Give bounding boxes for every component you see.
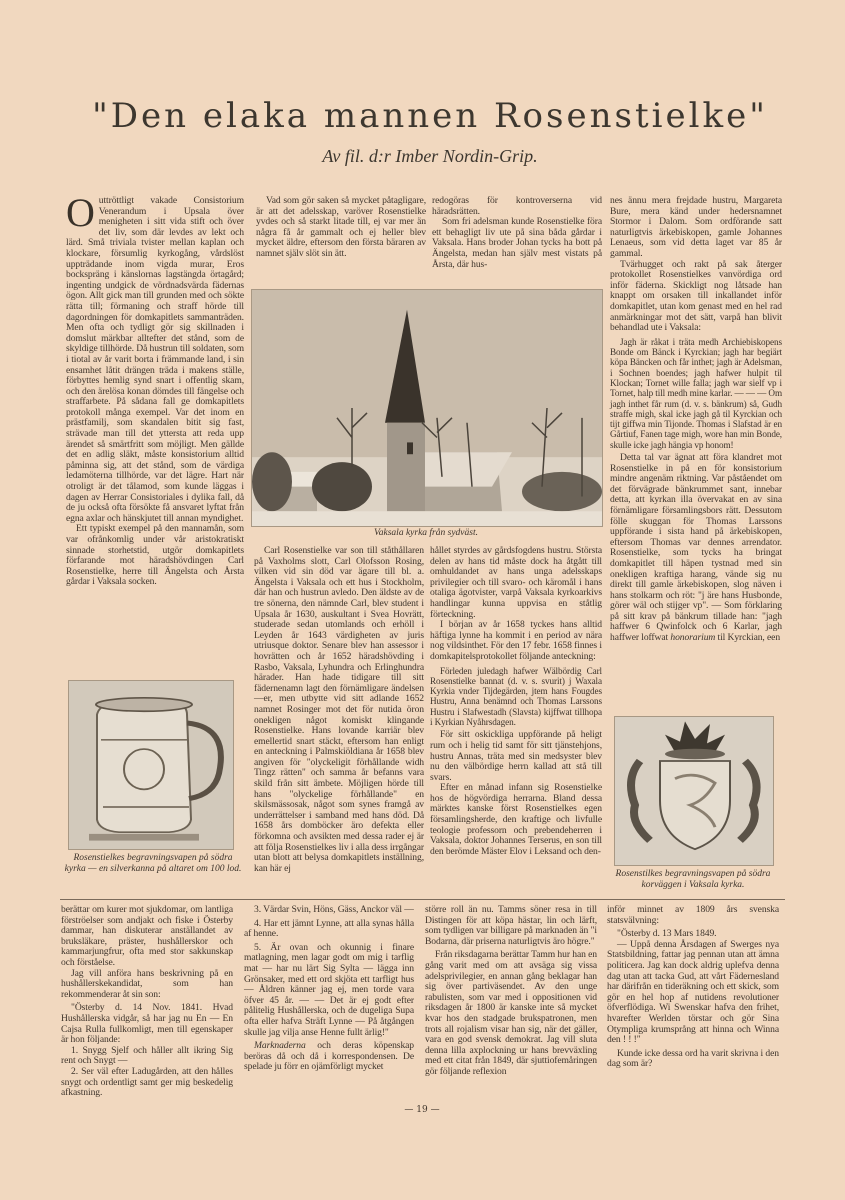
- marknaderna-italic: Marknaderna: [254, 1040, 306, 1052]
- coat-of-arms-image: [615, 717, 773, 865]
- bottom-column-1-paragraph-2: Jag vill anföra hans beskrivning på en hushållerskekandidat, som han rekommenderar åt sin son:: [61, 967, 233, 1000]
- column-1-paragraph-1-text: uttröttligt vakade Consistorium Venerandum i Upsala över menigheten i sitt vida stift och över det liv, som där levdes av lekt och lärd. Små triviala tvister mellan kaplan och klockare, försumlig kyrkogång, vårdslöst uppträdande inom vigda murar, Eros bockspräng i känslornas lagstängda örtagård; ingenting undgick de vördnadsvärda fädernas ögon. Allt gick man till grunden med och sökte rätta till; förmaning och straff hörde till dagordningen för domkapitlets sammanträden. Men ofta och tydligt gör sig skillnaden i domslut märkbar alltefter det stånd, som de skyldige tillhörde. Då hustrun till soldaten, som i tiotal av år varit borta i främmande land, i sin ensamhet låtit drängen träda i makens ställe, förbyttes hemlig synd snart i offentlig skam, och den ärelösa konan dömdes till fängelse och straffarbete. På sådana fall ge domkapitlets protokoll många exempel. Var det inom en prästfamilj, som skandalen bitit sig fast, strävade man till det yttersta att reda upp ärendet så smärtfritt som möjligt. Men gällde det en adlig släkt, måste konsistorium alltid påminna sig, att det stånd, som de värdiga ledamöterna tillhörde, var det lägre. Hart när otroligt är det tålamod, som kunde läggas i dagen av Herrar Consistoriales i dylika fall, då de ju också ofta försökte få ansvaret lyftat från egna axlar och hänskjutet till annan myndighet.: [66, 195, 244, 524]
- bottom-column-1-letter-item-2: 2. Ser väl efter Ladugården, att den hålles snygt och ordentligt samt ger mig beskedelig afkastning.: [61, 1065, 233, 1099]
- church-photo: [251, 289, 603, 527]
- bottom-column-2-letter-item-3: 3. Värdar Svin, Höns, Gäss, Anckor väl —: [254, 904, 414, 915]
- column-2-middle-paragraph: Carl Rosenstielke var son till ståthållaren på Vaxholms slott, Carl Olofsson Rosing, vilken vid sin död var ägare till bl. a. Ängelsta i Vaksala och ett hus i Stockholm, där han och hustrun avledo. Den äldste av de tre sönerna, den nämnde Carl, blev student i Upsala år 1630, auskultant i Svea Hovrätt, studerade sedan utomlands och erhöll i Leyden år 1643 värdigheten av juris utriusque doktor. Senare blev han assessor i hovrätten och år 1652 häradshövding i Rasbo, Vaksala, Lyhundra och Erlinghundra härader. Han hade tidigare till sitt fädernenamn lagt den förnämligare ändelsen —er, men utbytte vid sitt adlande 1652 namnet Rosinger mot det för nutida öron onekligen något komiskt klingande Rosenstielke. Hans lovande karriär blev emellertid snart stäckt, eftersom han enligt en anteckning i Palmskiöldiana år 1658 blev angiven för "olyckeligit förhållande widh Tingz rätten" och samma år befanns vara skild från sitt ämbete. Möjligen hörde till hans "olyckelige förhållande" en skilsmässosak, något som synes framgå av underrättelser i samband med hans död. Då 1658 års domböcker äro defekta eller förkomna och avsikten med dessa rader ej är att följa Rosenstielkes liv i alla dess irrgångar utan blott att belysa domkapitlets inställning, kan här ej: [254, 545, 424, 874]
- column-4-paragraph-3: [610, 453, 782, 644]
- section-divider: [60, 899, 785, 900]
- column-3-top: [432, 196, 602, 270]
- bottom-column-2-letter-item-5: 5. Är ovan och okunnig i finare matlagning, men lagar godt om mig i tarflig mat — har nu lärt Sig Sylta — lägga inn Grönsaker, med ett ord skjöta ett tarfligt hus — Åldren känner jag ej, men torde vara öfver 45 år. — — Det är ej godt efter pålitelig Hushållerska, och de dugeliga Supa ofta eller hafva Sträft Lynne — På åtgången skulle jag vilja anse Henne fullt ärlig!": [244, 941, 414, 1038]
- bottom-column-4: [607, 905, 779, 1070]
- column-3-middle-paragraph-1: hållet styrdes av gårdsfogdens hustru. Största delen av hans tid måste dock ha åtgått till omhuldandet av hans unga adelsskaps privilegier och till svaro- och käromål i hans otaliga ägotvister, varpå Vaksala kyrkoarkivs handlingar kunna uppvisa en ståtlig förteckning.: [430, 545, 602, 620]
- coat-of-arms-caption: Rosenstilkes begravningsvapen på södra korväggen i Vaksala kyrka.: [615, 869, 771, 890]
- silver-tankard-image: [69, 681, 233, 849]
- bottom-column-4-letter-body: — Uppå denna Årsdagen af Swerges nya Statsbildning, fattar jag pennan utan att ämna politicera. Jag kan dock aldrig uplefva denna dag utan att tacka Gud, att vårt Fädernesland har därifrån en tideräkning och ett skick, som gör en hel hop af nutidens revolutioner öfverflödiga. Wi Swenskar hafva den frihet, hvarefter Werlden törstar och gör Sina Otympliga krumsprång att hinna och Winna den ! ! !": [607, 938, 779, 1046]
- bottom-column-4-paragraph-2: Kunde icke dessa ord ha varit skrivna i den dag som är?: [607, 1047, 779, 1070]
- column-3-top-paragraph-2: Som fri adelsman kunde Rosenstielke föra ett behagligt liv ute på sina båda gårdar i Vaksala. Hans broder Johan tycks ha bott på Ängelsta, medan han själv mest vistats på Årsta, där hus-: [432, 216, 602, 270]
- bottom-column-1-letter-start: "Österby d. 14 Nov. 1841. Hvad Hushållerska vidgår, så har jag nu En — En Cajsa Rulla fullkomligt, men till egenskaper är hon följande:: [61, 1002, 233, 1046]
- column-2-top: [256, 196, 426, 260]
- column-1: [66, 190, 244, 588]
- column-1-paragraph-2: Ett typiskt exempel på den mannamån, som var ofrånkomlig under vår aristokratiskt sinnade storhetstid, utgör domkapitlets förfarande mot häradshövdingen Carl Rosenstielke, herre till Ängelsta och Årsta gårdar i Vaksala socken.: [66, 523, 244, 588]
- column-3-middle-paragraph-2: I början av år 1658 tyckes hans alltid häftiga lynne ha kommit i en period av nära nog vildsinthet. För den 17 febr. 1658 finnes i domkapitelsprotokollet följande anteckning:: [430, 619, 602, 662]
- bottom-column-3: [425, 905, 597, 1078]
- article-byline: Av fil. d:r Imber Nordin-Grip.: [322, 146, 538, 166]
- bottom-column-2-paragraph: [244, 1041, 414, 1073]
- column-4-paragraph-2: Tvärhugget och rakt på sak återger protokollet Rosenstielkes vanvördiga ord inför fäderna. Skickligt nog låtsade han knappt om orsaken till inkallandet inför domkapitlet, utan kom genast med en hel rad anmärkningar mot det sätt, varpå han blivit behandlad ute i Vaksala:: [610, 258, 782, 334]
- coat-of-arms-photo: [614, 716, 774, 866]
- column-4-paragraph-3-text: Detta tal var ägnat att föra klandret mot Rosenstielke in på en för konsistorium mindre angenäm riktning. Var påståendet om det förvägrade bänkrummet sant, innebar detta, att kyrkan illa övervakat en av sina förnämligare församlingsbors rätt. Dessutom fölle skuggan för Thomas Larssons uppförande i sista hand på ärkebiskopen, eftersom Thomas var dennes arrendator. Rosenstielke, som tycks ha bringat domkapitlet till häpen tystnad med sin onekligen kraftiga harang, vände sig nu direkt till gamle ärkebiskopen, slog näven i hans stolkarm och röt: "j äre hans Husbonde, görer wäl och stijger vp". — Som förklaring på sitt krav på bänkrum tillade han: "jagh haffwer 6 Qwinfolck och 6 Karlar, jagh haffwer loffwat: [610, 451, 782, 644]
- column-4-paragraph-1: nes ännu mera frejdade hustru, Margareta Bure, mera känd under hedersnamnet Stormor i Dalom. Som ordförande satt naturligtvis ärkebiskopen, gamle Johannes Lenaeus, som vid detta laget var 85 år gammal.: [610, 195, 782, 259]
- column-2-middle: [254, 546, 424, 874]
- tankard-caption: Rosenstielkes begravningsvapen på södra kyrka — en silverkanna på altaret om 100 lod.: [64, 853, 242, 874]
- bottom-column-4-letter-date: "Österby d. 13 Mars 1849.: [617, 928, 717, 940]
- column-3-middle-paragraph-3: För sitt oskickliga uppförande på heligt rum och i helig tid samt för sitt tjänstehjons, hustru Annas, träta med sin medsyster blev nu den välbördige herrn kallad att stå till svars.: [430, 729, 602, 783]
- column-2-top-paragraph: Vad som gör saken så mycket påtagligare, är att det adelsskap, varöver Rosenstielke yvdes och så starkt litade till, ej var mer än några få år gammalt och ej heller blev mycket äldre, eftersom den första bäraren av namnet själv slöt sin ätt.: [256, 195, 426, 259]
- drop-cap: O: [66, 190, 95, 235]
- column-4-quote: Jagh är råkat i träta medh Archiebiskopens Bonde om Bänck i Kyrckian; jagh har begiärt köpa Bäncken och får inthet; jagh är Adelsman, i Sochnen boendes; jagh hafwer hulpit til Klockan; Tornet wille falla; jagh war sielf vp i Tornet, halp till medh mine karlar. — — — Om jagh inthet får rum (d. v. s. bänkrum) så, Gudh straffe migh, skal icke jagh gå til Kyrckian och tijt giffwa min Tijonde. Thomas i Slafstad är en Gårtiuf, Fanen tage migh, wore han min Bonde, skulle icke jagh hängia vp honom!: [610, 336, 782, 450]
- tankard-photo: [68, 680, 234, 850]
- column-3-middle-quote: Förleden juledagh hafwer Wälbördig Carl Rosenstielke bannat (d. v. s. svurit) j Waxala Kyrkia vnder Tijdegärden, jtem hans Fougdes Hustru, Anna benämnd och Thomas Larssons Hustru i Slafwestadh (Slavsta) kijffwat tillhopa i Kyrkian Nyåhrsdagen.: [430, 665, 602, 728]
- bottom-column-1-letter-item-1: 1. Snygg Sjelf och håller allt ikring Sig rent och Snygt —: [61, 1044, 233, 1067]
- column-4: [610, 196, 782, 644]
- bottom-column-1: [61, 905, 233, 1099]
- column-4-paragraph-3-end: til Kyrckian, een: [715, 632, 781, 644]
- bottom-column-2: [244, 905, 414, 1073]
- church-caption: Vaksala kyrka från sydväst.: [374, 528, 478, 538]
- column-1-paragraph-1: [66, 190, 244, 524]
- bottom-column-4-paragraph-1: inför minnet av 1809 års svenska statsvälvning:: [607, 904, 779, 926]
- bottom-column-2-letter-item-4: 4. Har ett jämnt Lynne, att alla synas hålla af henne.: [244, 917, 414, 940]
- page-number: — 19 —: [404, 1105, 440, 1115]
- column-3-middle-paragraph-4: Efter en månad infann sig Rosenstielke hos de högvördiga herrarna. Bland dessa märktes kanske först Rosenstielkes egen församlingsherde, den kraftige och livfulle teologie professorn och prebendeherren i Vaksala, doktor Johannes Terserus, en son till den berömde Mäster Elov i Leksand och den-: [430, 782, 602, 857]
- bottom-column-1-paragraph-1: berättar om kurer mot sjukdomar, om lantliga förströelser som andjakt och fiske i Österby dammar, han diskuterar anställandet av bruksläkare, präster, hushållerskor och kammarjungfrur, ofta med stor sakkunskap och förståelse.: [61, 904, 233, 968]
- article-title: "Den elaka mannen Rosenstielke": [92, 96, 768, 136]
- bottom-column-2-paragraph-text: och deras köpenskap beröras då och då i korrespondensen. De spelade ju förr en ojämförligt mycket: [244, 1040, 414, 1073]
- bottom-column-3-paragraph-1: större roll än nu. Tamms söner resa in till Distingen för att köpa hästar, lin och lärft, som tydligen var billigare på marknaden än "i Bodarna, där priserna naturligtvis äro högre.": [425, 904, 597, 947]
- column-3-top-paragraph-1: redogöras för kontroverserna vid häradsrätten.: [432, 195, 602, 217]
- bottom-column-3-paragraph-2: Från riksdagarna berättar Tamm hur han en gång varit med om att avsäga sig vissa adelsprivilegier, en annan gång beklagar han sig över partiväsendet. Av den unge rabulisten, som var med i oppositionen vid riksdagen år 1800 är kanske inte så mycket kvar hos den stadgade brukspatronen, men trots all rojalism visar han sig, när det gäller, vara en god svensk demokrat. Jag vill sluta denna lilla axplockning ur hans brevväxling med ett citat från 1849, där sjuttiofemåringen gör följande reflexion: [425, 949, 597, 1077]
- honorarium-italic: honorarium: [670, 632, 716, 644]
- column-3-middle: [430, 546, 602, 857]
- vaksala-church-image: [252, 290, 602, 526]
